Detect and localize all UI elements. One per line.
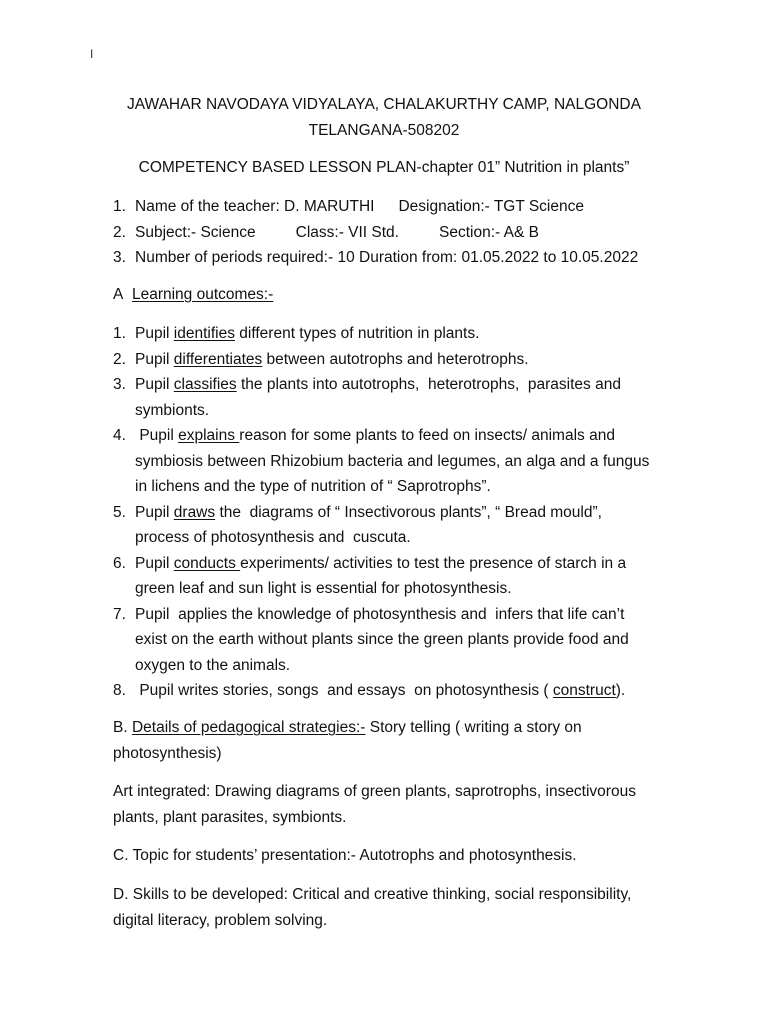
list-item [113, 220, 638, 246]
learning-outcomes-list [113, 321, 653, 704]
outcome-text: Pupil [135, 376, 174, 393]
outcome-keyword: construct [552, 682, 616, 699]
outcome-text: Pupil [135, 325, 174, 342]
periods-duration: Number of periods required:- 10 Duration from: 01.05.2022 to 10.05.2022 [135, 249, 639, 266]
section-c-paragraph: C. Topic for students’ presentation:- Autotrophs and photosynthesis. [113, 847, 577, 864]
outcome-text: Pupil [135, 554, 174, 572]
list-number: 5. [113, 503, 126, 521]
outcome-item [113, 347, 653, 373]
list-number: 3. [113, 376, 126, 393]
outcome-item [113, 551, 653, 602]
subject: Subject:- Science [135, 223, 256, 241]
section-b-prefix: B. [113, 719, 132, 736]
outcome-item [113, 602, 653, 679]
outcome-item [113, 321, 653, 347]
outcome-text: Pupil writes stories, songs and essays on photosynthesis ( [135, 682, 553, 699]
outcome-keyword: identifies [173, 325, 235, 342]
outcome-text: the diagrams of “ Insectivorous plants”, “ Bread mould”, process of photosynthesis and cuscuta. [135, 503, 607, 546]
outcome-text: Pupil [135, 427, 179, 444]
outcome-keyword: conducts [173, 554, 241, 572]
list-number: 2. [113, 350, 126, 368]
teacher-info-list [113, 194, 638, 271]
outcome-item [113, 423, 653, 500]
designation: Designation:- TGT Science [398, 198, 584, 215]
outcome-item [113, 678, 653, 704]
list-number: 1. [113, 198, 126, 215]
list-item [113, 245, 638, 271]
outcome-keyword: explains [178, 427, 240, 444]
list-number: 6. [113, 554, 126, 572]
section-a-title: Learning outcomes:- [131, 286, 274, 303]
list-number: 3. [113, 249, 126, 266]
class-info: Class:- VII Std. [295, 223, 399, 241]
outcome-keyword: differentiates [173, 350, 263, 368]
list-number: 2. [113, 223, 126, 241]
outcome-item [113, 372, 653, 423]
outcome-keyword: classifies [173, 376, 237, 393]
teacher-name: Name of the teacher: D. MARUTHI [135, 198, 375, 215]
list-number: 4. [113, 427, 126, 444]
list-number: 7. [113, 605, 126, 623]
school-address: TELANGANA-508202 [308, 122, 460, 139]
art-integrated-paragraph: Art integrated: Drawing diagrams of green plants, saprotrophs, insectivorous plants, plant parasites, symbionts. [113, 783, 636, 826]
outcome-text: between autotrophs and heterotrophs. [262, 350, 529, 368]
outcome-text: Pupil applies the knowledge of photosynthesis and infers that life can’t exist on the earth without plants since the green plants provide food and oxygen to the animals. [135, 605, 634, 674]
section-d-paragraph: D. Skills to be developed: Critical and creative thinking, social responsibility, digital literacy, problem solving. [113, 886, 632, 929]
list-number: 1. [113, 325, 126, 342]
outcome-text: reason for some plants to feed on insects/ animals and symbiosis between Rhizobium bacteria and legumes, an alga and a fungus in lichens and the type of nutrition of “ Saprotrophs”. [135, 427, 654, 495]
list-item [113, 194, 638, 220]
outcome-keyword: draws [173, 503, 216, 521]
outcome-item [113, 500, 653, 551]
lesson-plan-title: COMPETENCY BASED LESSON PLAN-chapter 01” Nutrition in plants” [138, 159, 630, 176]
section-a-prefix: A [113, 286, 124, 303]
outcome-text: experiments/ activities to test the presence of starch in a green leaf and sun light is essential for photosynthesis. [135, 554, 631, 597]
text-cursor-mark: I [90, 47, 94, 61]
school-name: JAWAHAR NAVODAYA VIDYALAYA, CHALAKURTHY CAMP, NALGONDA [127, 96, 641, 113]
list-number: 8. [113, 682, 126, 699]
section-a-heading [113, 282, 673, 308]
section-b-title: Details of pedagogical strategies:- [131, 719, 366, 736]
outcome-text: different types of nutrition in plants. [234, 325, 480, 342]
section-b-text: Story telling ( writing a story on photosynthesis) [113, 719, 582, 762]
outcome-text: ). [615, 682, 626, 699]
outcome-text: the plants into autotrophs, heterotrophs, parasites and symbionts. [135, 376, 626, 419]
outcome-text: Pupil [135, 503, 174, 521]
section-info: Section:- A& B [439, 223, 539, 241]
outcome-text: Pupil [135, 350, 174, 368]
section-b-paragraph [113, 715, 673, 766]
